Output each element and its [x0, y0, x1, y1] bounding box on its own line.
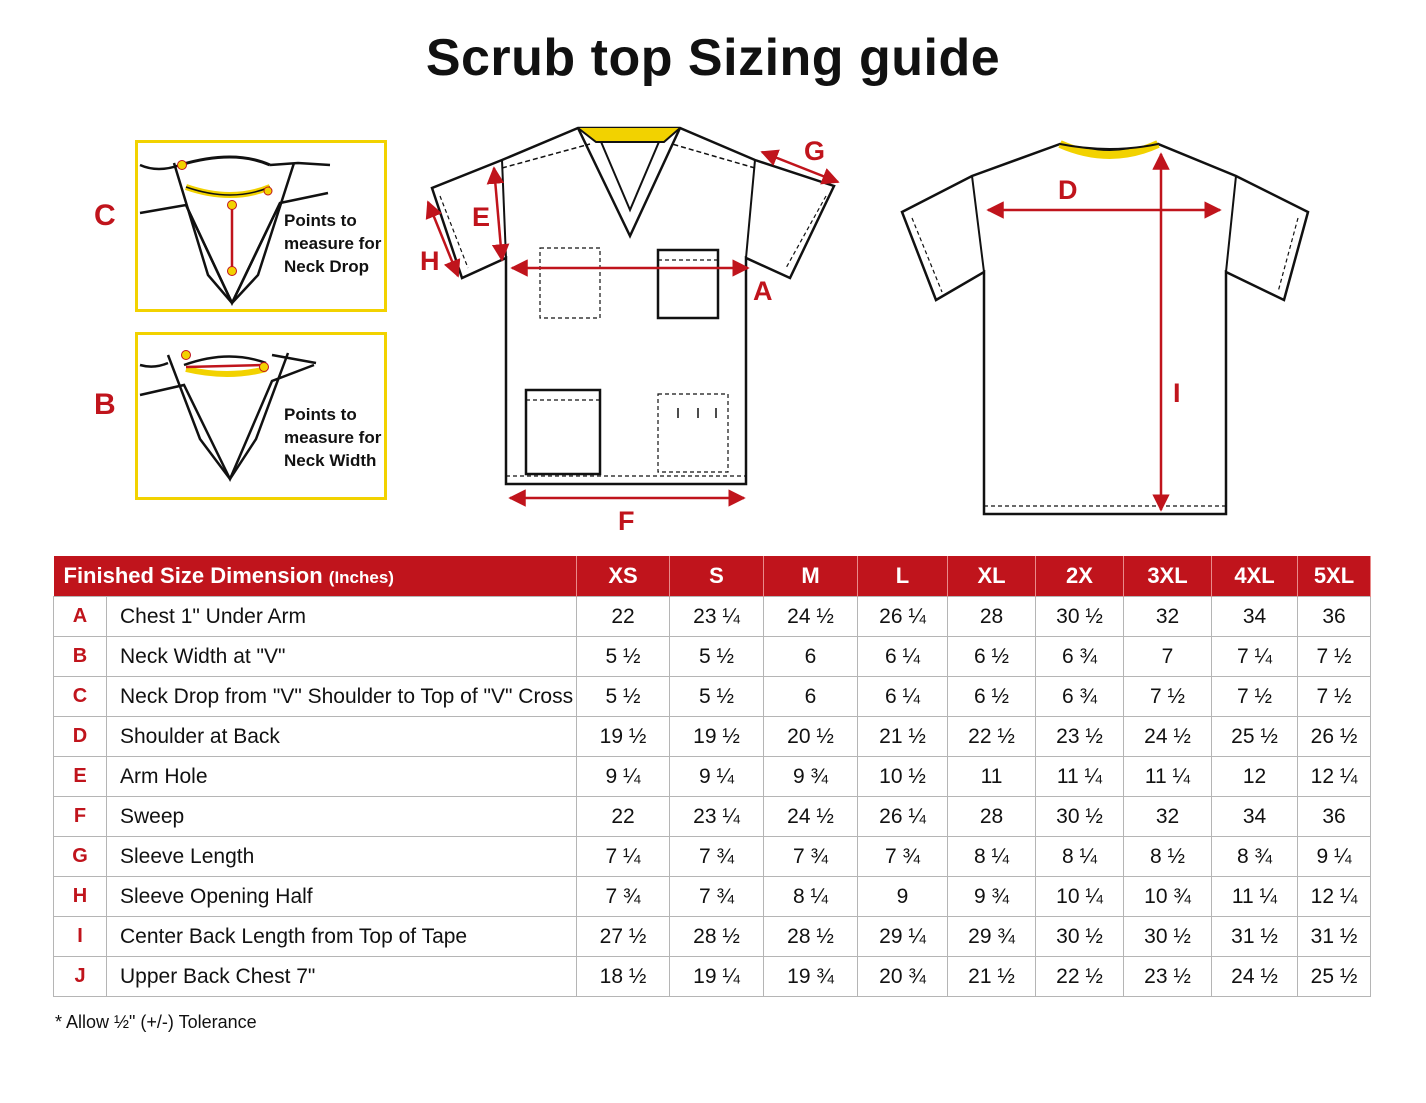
size-header: 5XL — [1298, 556, 1371, 597]
table-header-row — [54, 556, 1371, 597]
table-cell: 28 ½ — [764, 917, 858, 957]
inset-line: measure for — [284, 428, 382, 447]
table-cell: 8 ¼ — [1036, 837, 1124, 877]
table-cell: 10 ½ — [858, 757, 948, 797]
size-header: XL — [948, 556, 1036, 597]
inset-line: Points to — [284, 211, 357, 230]
page-title: Scrub top Sizing guide — [425, 29, 1001, 87]
label-e: E — [472, 202, 491, 232]
inset-line: Neck Drop — [284, 257, 370, 276]
size-header: L — [858, 556, 948, 597]
table-cell: 9 ¼ — [577, 757, 670, 797]
table-cell: 8 ¼ — [764, 877, 858, 917]
table-cell: 7 — [1124, 637, 1212, 677]
table-cell: 24 ½ — [764, 797, 858, 837]
table-cell: 22 — [577, 597, 670, 637]
label-i: I — [1173, 378, 1181, 408]
table-cell: 9 ¾ — [764, 757, 858, 797]
label-f: F — [618, 506, 635, 536]
table-cell: 23 ½ — [1124, 957, 1212, 997]
table-header-label — [54, 556, 577, 597]
table-cell: 26 ¼ — [858, 597, 948, 637]
row-description: Sleeve Opening Half — [107, 877, 577, 917]
table-cell: 5 ½ — [577, 637, 670, 677]
table-cell: 10 ¾ — [1124, 877, 1212, 917]
table-cell: 6 — [764, 677, 858, 717]
row-letter: I — [54, 917, 107, 957]
table-row — [54, 917, 1371, 957]
row-description: Shoulder at Back — [107, 717, 577, 757]
row-description: Arm Hole — [107, 757, 577, 797]
size-header: 2X — [1036, 556, 1124, 597]
table-cell: 8 ¾ — [1212, 837, 1298, 877]
table-cell: 6 ¾ — [1036, 677, 1124, 717]
row-letter: G — [54, 837, 107, 877]
table-cell: 30 ½ — [1124, 917, 1212, 957]
table-cell: 5 ½ — [577, 677, 670, 717]
row-description: Center Back Length from Top of Tape — [107, 917, 577, 957]
table-cell: 6 — [764, 637, 858, 677]
callout-letter-c: C — [94, 199, 116, 232]
table-cell: 30 ½ — [1036, 917, 1124, 957]
table-cell: 7 ¾ — [670, 837, 764, 877]
row-letter: F — [54, 797, 107, 837]
table-cell: 11 ¼ — [1124, 757, 1212, 797]
row-description: Chest 1" Under Arm — [107, 597, 577, 637]
table-cell: 21 ½ — [948, 957, 1036, 997]
table-row — [54, 677, 1371, 717]
table-cell: 6 ½ — [948, 677, 1036, 717]
row-description: Upper Back Chest 7" — [107, 957, 577, 997]
table-cell: 11 ¼ — [1036, 757, 1124, 797]
table-cell: 19 ¾ — [764, 957, 858, 997]
table-cell: 9 ¼ — [670, 757, 764, 797]
table-cell: 25 ½ — [1212, 717, 1298, 757]
inset-line: Points to — [284, 405, 357, 424]
table-cell: 9 ¾ — [948, 877, 1036, 917]
table-cell: 8 ½ — [1124, 837, 1212, 877]
table-cell: 29 ¾ — [948, 917, 1036, 957]
table-cell: 23 ½ — [1036, 717, 1124, 757]
size-header: 3XL — [1124, 556, 1212, 597]
table-cell: 22 ½ — [948, 717, 1036, 757]
row-description: Sweep — [107, 797, 577, 837]
table-cell: 30 ½ — [1036, 797, 1124, 837]
table-cell: 6 ¼ — [858, 637, 948, 677]
table-row — [54, 837, 1371, 877]
size-header: M — [764, 556, 858, 597]
table-cell: 9 — [858, 877, 948, 917]
table-row — [54, 877, 1371, 917]
row-letter: C — [54, 677, 107, 717]
table-cell: 11 ¼ — [1212, 877, 1298, 917]
table-row — [54, 637, 1371, 677]
size-table — [53, 556, 1371, 997]
table-cell: 29 ¼ — [858, 917, 948, 957]
row-letter: J — [54, 957, 107, 997]
table-cell: 9 ¼ — [1298, 837, 1371, 877]
table-cell: 34 — [1212, 597, 1298, 637]
table-cell: 7 ¾ — [764, 837, 858, 877]
table-cell: 7 ¾ — [858, 837, 948, 877]
row-letter: A — [54, 597, 107, 637]
table-cell: 32 — [1124, 597, 1212, 637]
table-cell: 26 ¼ — [858, 797, 948, 837]
table-cell: 7 ½ — [1298, 637, 1371, 677]
table-cell: 7 ½ — [1124, 677, 1212, 717]
row-letter: D — [54, 717, 107, 757]
table-cell: 7 ¾ — [577, 877, 670, 917]
table-cell: 12 ¼ — [1298, 757, 1371, 797]
front-view-diagram — [410, 118, 850, 538]
row-description: Sleeve Length — [107, 837, 577, 877]
table-cell: 27 ½ — [577, 917, 670, 957]
table-cell: 11 — [948, 757, 1036, 797]
table-cell: 36 — [1298, 597, 1371, 637]
table-cell: 30 ½ — [1036, 597, 1124, 637]
table-cell: 12 ¼ — [1298, 877, 1371, 917]
table-cell: 19 ½ — [577, 717, 670, 757]
table-cell: 8 ¼ — [948, 837, 1036, 877]
label-a: A — [753, 276, 773, 306]
table-cell: 23 ¼ — [670, 597, 764, 637]
label-d: D — [1058, 175, 1078, 205]
row-letter: E — [54, 757, 107, 797]
table-cell: 7 ¾ — [670, 877, 764, 917]
header-unit-text: (Inches) — [328, 568, 394, 587]
table-cell: 24 ½ — [764, 597, 858, 637]
table-cell: 24 ½ — [1212, 957, 1298, 997]
table-cell: 25 ½ — [1298, 957, 1371, 997]
table-cell: 28 ½ — [670, 917, 764, 957]
table-cell: 24 ½ — [1124, 717, 1212, 757]
table-row — [54, 757, 1371, 797]
table-cell: 6 ¼ — [858, 677, 948, 717]
table-cell: 28 — [948, 597, 1036, 637]
neck-width-inset — [135, 332, 387, 500]
back-view-diagram — [890, 132, 1320, 522]
row-description: Neck Width at "V" — [107, 637, 577, 677]
table-cell: 6 ¾ — [1036, 637, 1124, 677]
neck-drop-inset — [135, 140, 387, 312]
table-cell: 5 ½ — [670, 677, 764, 717]
table-cell: 31 ½ — [1212, 917, 1298, 957]
table-cell: 36 — [1298, 797, 1371, 837]
row-description: Neck Drop from "V" Shoulder to Top of "V" Cross — [107, 677, 577, 717]
table-cell: 28 — [948, 797, 1036, 837]
table-cell: 10 ¼ — [1036, 877, 1124, 917]
table-cell: 5 ½ — [670, 637, 764, 677]
table-cell: 34 — [1212, 797, 1298, 837]
table-row — [54, 797, 1371, 837]
table-cell: 32 — [1124, 797, 1212, 837]
table-row — [54, 717, 1371, 757]
table-cell: 22 — [577, 797, 670, 837]
table-cell: 26 ½ — [1298, 717, 1371, 757]
table-cell: 20 ½ — [764, 717, 858, 757]
inset-line: Neck Width — [284, 451, 377, 470]
table-cell: 6 ½ — [948, 637, 1036, 677]
header-label-text: Finished Size Dimension — [63, 563, 323, 588]
callout-letter-b: B — [94, 388, 116, 421]
row-letter: B — [54, 637, 107, 677]
table-cell: 20 ¾ — [858, 957, 948, 997]
row-letter: H — [54, 877, 107, 917]
table-row — [54, 957, 1371, 997]
table-cell: 7 ¼ — [1212, 637, 1298, 677]
table-cell: 19 ¼ — [670, 957, 764, 997]
table-cell: 7 ½ — [1298, 677, 1371, 717]
table-cell: 7 ¼ — [577, 837, 670, 877]
size-header: S — [670, 556, 764, 597]
label-g: G — [804, 136, 826, 166]
inset-line: measure for — [284, 234, 382, 253]
table-cell: 31 ½ — [1298, 917, 1371, 957]
table-row — [54, 597, 1371, 637]
table-cell: 19 ½ — [670, 717, 764, 757]
table-cell: 12 — [1212, 757, 1298, 797]
size-header: XS — [577, 556, 670, 597]
table-cell: 7 ½ — [1212, 677, 1298, 717]
table-cell: 22 ½ — [1036, 957, 1124, 997]
tolerance-note: * Allow ½" (+/-) Tolerance — [55, 1012, 257, 1032]
table-cell: 23 ¼ — [670, 797, 764, 837]
table-cell: 21 ½ — [858, 717, 948, 757]
table-cell: 18 ½ — [577, 957, 670, 997]
label-h: H — [420, 246, 440, 276]
size-header: 4XL — [1212, 556, 1298, 597]
